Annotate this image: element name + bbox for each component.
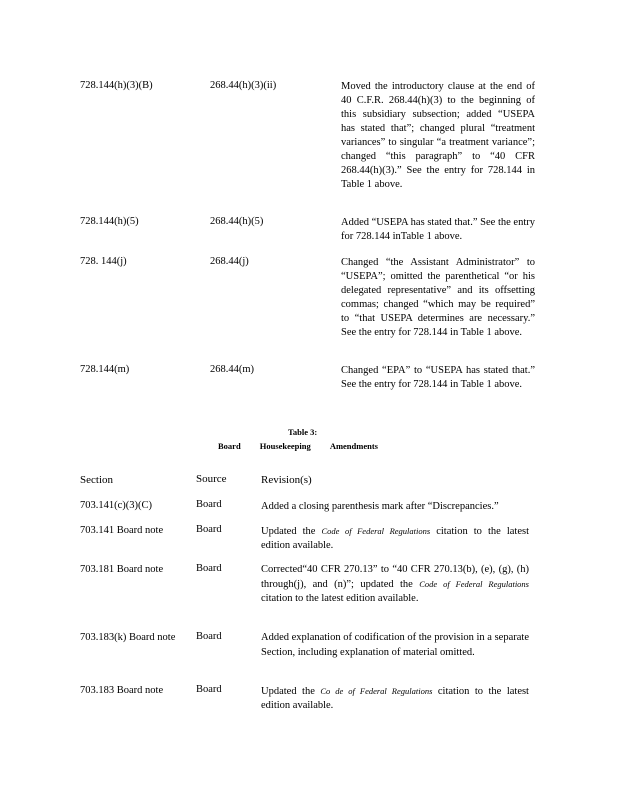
section-cell: 728. 144(j) — [80, 256, 127, 267]
header-section: Section — [80, 474, 113, 486]
section-cell: 703.183 Board note — [80, 685, 164, 696]
revision-cell: Corrected“40 CFR 270.13” to “40 CFR 270.13(b), (e), (g), (h) through(j), and (n)”; updated the Code of Federal Regulations citation to the latest edition available. — [261, 564, 529, 604]
caption-title: Table 3: — [288, 427, 318, 437]
section-cell: 728.144(m) — [80, 364, 130, 375]
source-cell: Board — [196, 631, 222, 642]
revision-cell: Added explanation of codification of the provision in a separate Section, including explanation of material omitted. — [261, 632, 529, 658]
source-cell: Board — [196, 499, 222, 510]
source-cell: Board — [196, 524, 222, 535]
source-cell: 268.44(j) — [210, 256, 249, 267]
source-cell: 268.44(h)(5) — [210, 216, 264, 227]
section-cell: 703.183(k) Board note — [80, 632, 176, 643]
header-source: Source — [196, 473, 227, 485]
section-cell: 728.144(h)(3)(B) — [80, 80, 153, 91]
header-revision: Revision(s) — [261, 474, 312, 486]
section-cell: 703.141 Board note — [80, 525, 164, 536]
caption-word: Amendments — [329, 441, 378, 451]
revision-cell: Updated the Co de of Federal Regulations citation to the latest edition available. — [261, 686, 529, 711]
source-cell: 268.44(h)(3)(ii) — [210, 80, 277, 91]
section-cell: 703.181 Board note — [80, 564, 164, 575]
revision-cell: Changed “the Assistant Administrator” to “USEPA”; omitted the parenthetical “or his delegated representative” and its offsetting commas; changed “which may be required” to “that USEPA determines are necessary.” See the entry for 728.144 in Table 1 above. — [341, 257, 535, 338]
caption-word: Housekeeping — [259, 441, 311, 451]
section-cell: 703.141(c)(3)(C) — [80, 500, 153, 511]
caption-word: Board — [218, 441, 241, 451]
revision-cell: Added a closing parenthesis mark after “Discrepancies.” — [261, 501, 499, 512]
revision-cell: Updated the Code of Federal Regulations citation to the latest edition available. — [261, 526, 529, 551]
revision-cell: Added “USEPA has stated that.” See the entry for 728.144 inTable 1 above. — [341, 217, 535, 242]
source-cell: Board — [196, 684, 222, 695]
revision-cell: Changed “EPA” to “USEPA has stated that.” See the entry for 728.144 in Table 1 above. — [341, 365, 535, 390]
section-cell: 728.144(h)(5) — [80, 216, 139, 227]
source-cell: Board — [196, 563, 222, 574]
revision-cell: Moved the introductory clause at the end of 40 C.F.R. 268.44(h)(3) to the beginning of this subsidiary subsection; added “USEPA has stated that”; changed plural “treatment variances” to singular “a treatment variance”; changed “this paragraph” to “40 CFR 268.44(h)(3).” See the entry for 728.144 in Table 1 above. — [341, 81, 535, 190]
source-cell: 268.44(m) — [210, 364, 255, 375]
